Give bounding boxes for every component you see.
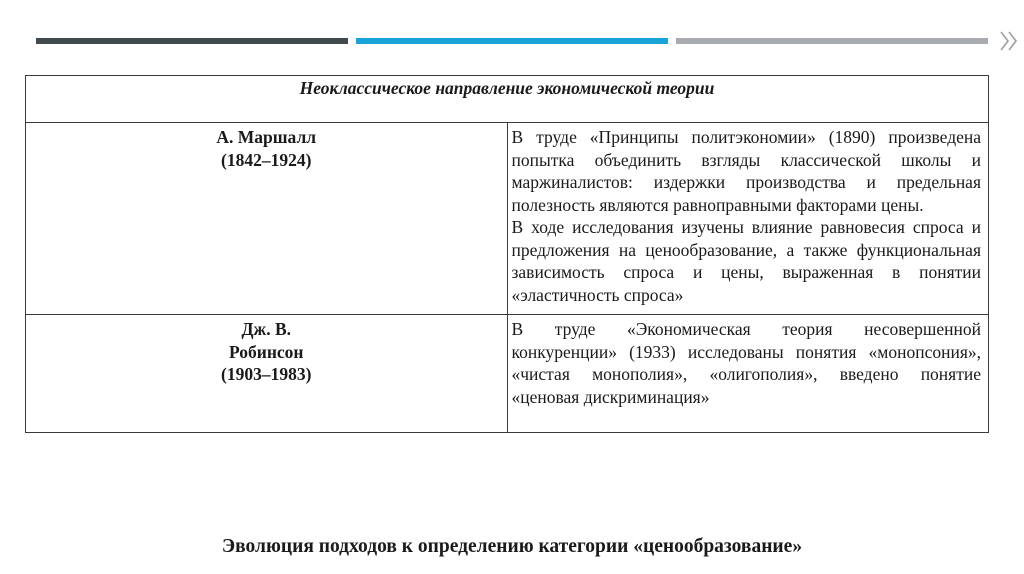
economist-name (26, 123, 508, 315)
decor-bar-blue (356, 38, 668, 44)
economist-description (507, 123, 989, 315)
decor-bar-dark (36, 38, 348, 44)
name-line: Робинсон (228, 341, 304, 362)
years-line: (1903–1983) (221, 364, 312, 384)
decor-bar-gray (676, 38, 988, 44)
table-title: Неоклассическое направление экономической теории (26, 76, 989, 123)
table-header-row (26, 76, 989, 123)
name-line: А. Маршалл (216, 127, 317, 147)
description-paragraph: В труде «Экономическая теория несовершенной конкуренции» (1933) исследованы понятия «монопсония», «чистая монополия», «олигополия», введено понятие «ценовая дискриминация» (511, 319, 981, 407)
description-paragraph: В ходе исследования изучены влияние равновесия спроса и предложения на ценообразование, а также функциональная зависимость спроса и цены, выраженная в понятии «эластичность спроса» (511, 217, 981, 305)
table-row (26, 315, 989, 433)
name-line: Дж. В. (241, 319, 292, 339)
slide-footer-title: Эволюция подходов к определению категории «ценообразование» (221, 536, 803, 557)
years-line: (1842–1924) (221, 149, 312, 170)
neoclassical-table (25, 75, 989, 433)
economist-name (26, 315, 508, 433)
description-paragraph: В труде «Принципы политэкономии» (1890) произведена попытка объединить взгляды классической школы и маржиналистов: издержки производства и предельная полезность являются равноправными факторами цены. (511, 127, 981, 215)
chevron-right-icon (998, 29, 1020, 53)
economist-description (507, 315, 989, 433)
table-row (26, 123, 989, 315)
